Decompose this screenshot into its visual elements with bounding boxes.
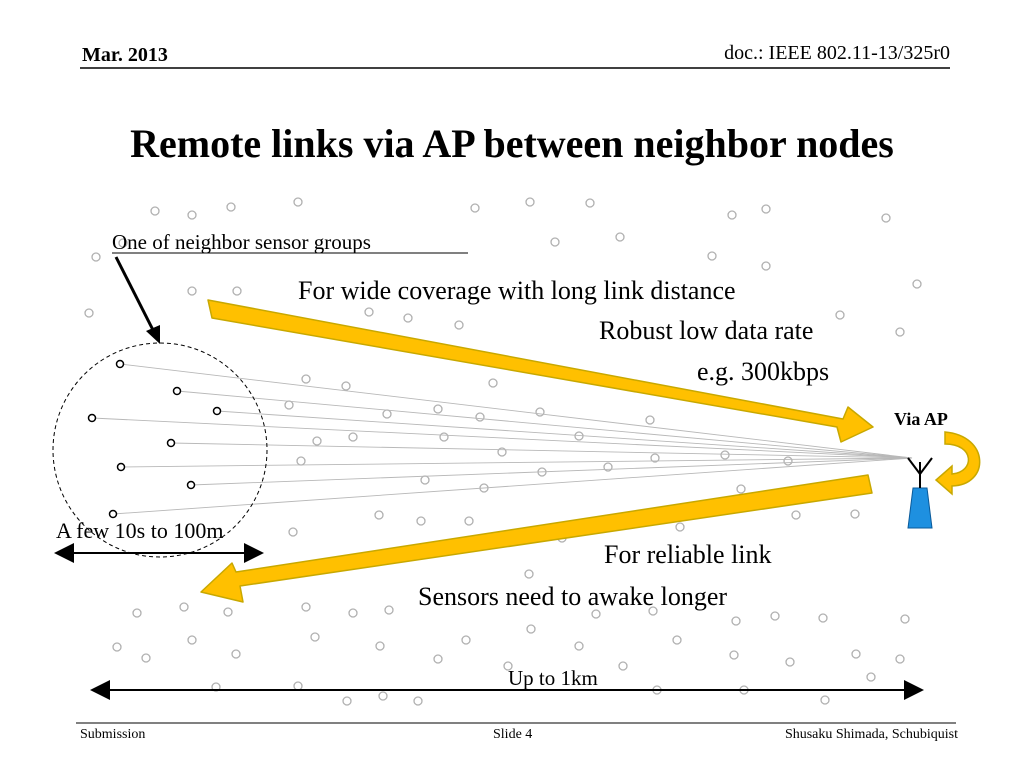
group-label-pointer xyxy=(116,257,154,332)
group-label: One of neighbor sensor groups xyxy=(112,230,371,254)
footer-slide-number: Slide 4 xyxy=(493,727,533,742)
footer-author: Shusaku Shimada, Schubiquist xyxy=(784,727,958,742)
ap-label: Via AP xyxy=(894,409,948,429)
uplink-caption-3: e.g. 300kbps xyxy=(697,357,830,386)
slide-title: Remote links via AP between neighbor nodes xyxy=(130,121,894,166)
uplink-caption-2: Robust low data rate xyxy=(599,316,814,345)
downlink-caption-1: For reliable link xyxy=(604,540,772,569)
header-doc-id: doc.: IEEE 802.11-13/325r0 xyxy=(724,42,950,64)
uplink-caption-1: For wide coverage with long link distance xyxy=(298,276,736,305)
group-span-label: A few 10s to 100m xyxy=(56,518,224,543)
background-nodes xyxy=(85,198,921,705)
range-label: Up to 1km xyxy=(508,666,598,690)
footer-submission: Submission xyxy=(80,727,146,742)
antenna-icon xyxy=(908,458,932,528)
header-date: Mar. 2013 xyxy=(82,44,168,66)
ap-loop-arrow xyxy=(936,432,980,494)
sensor-group-nodes xyxy=(89,361,221,518)
downlink-caption-2: Sensors need to awake longer xyxy=(418,582,728,611)
